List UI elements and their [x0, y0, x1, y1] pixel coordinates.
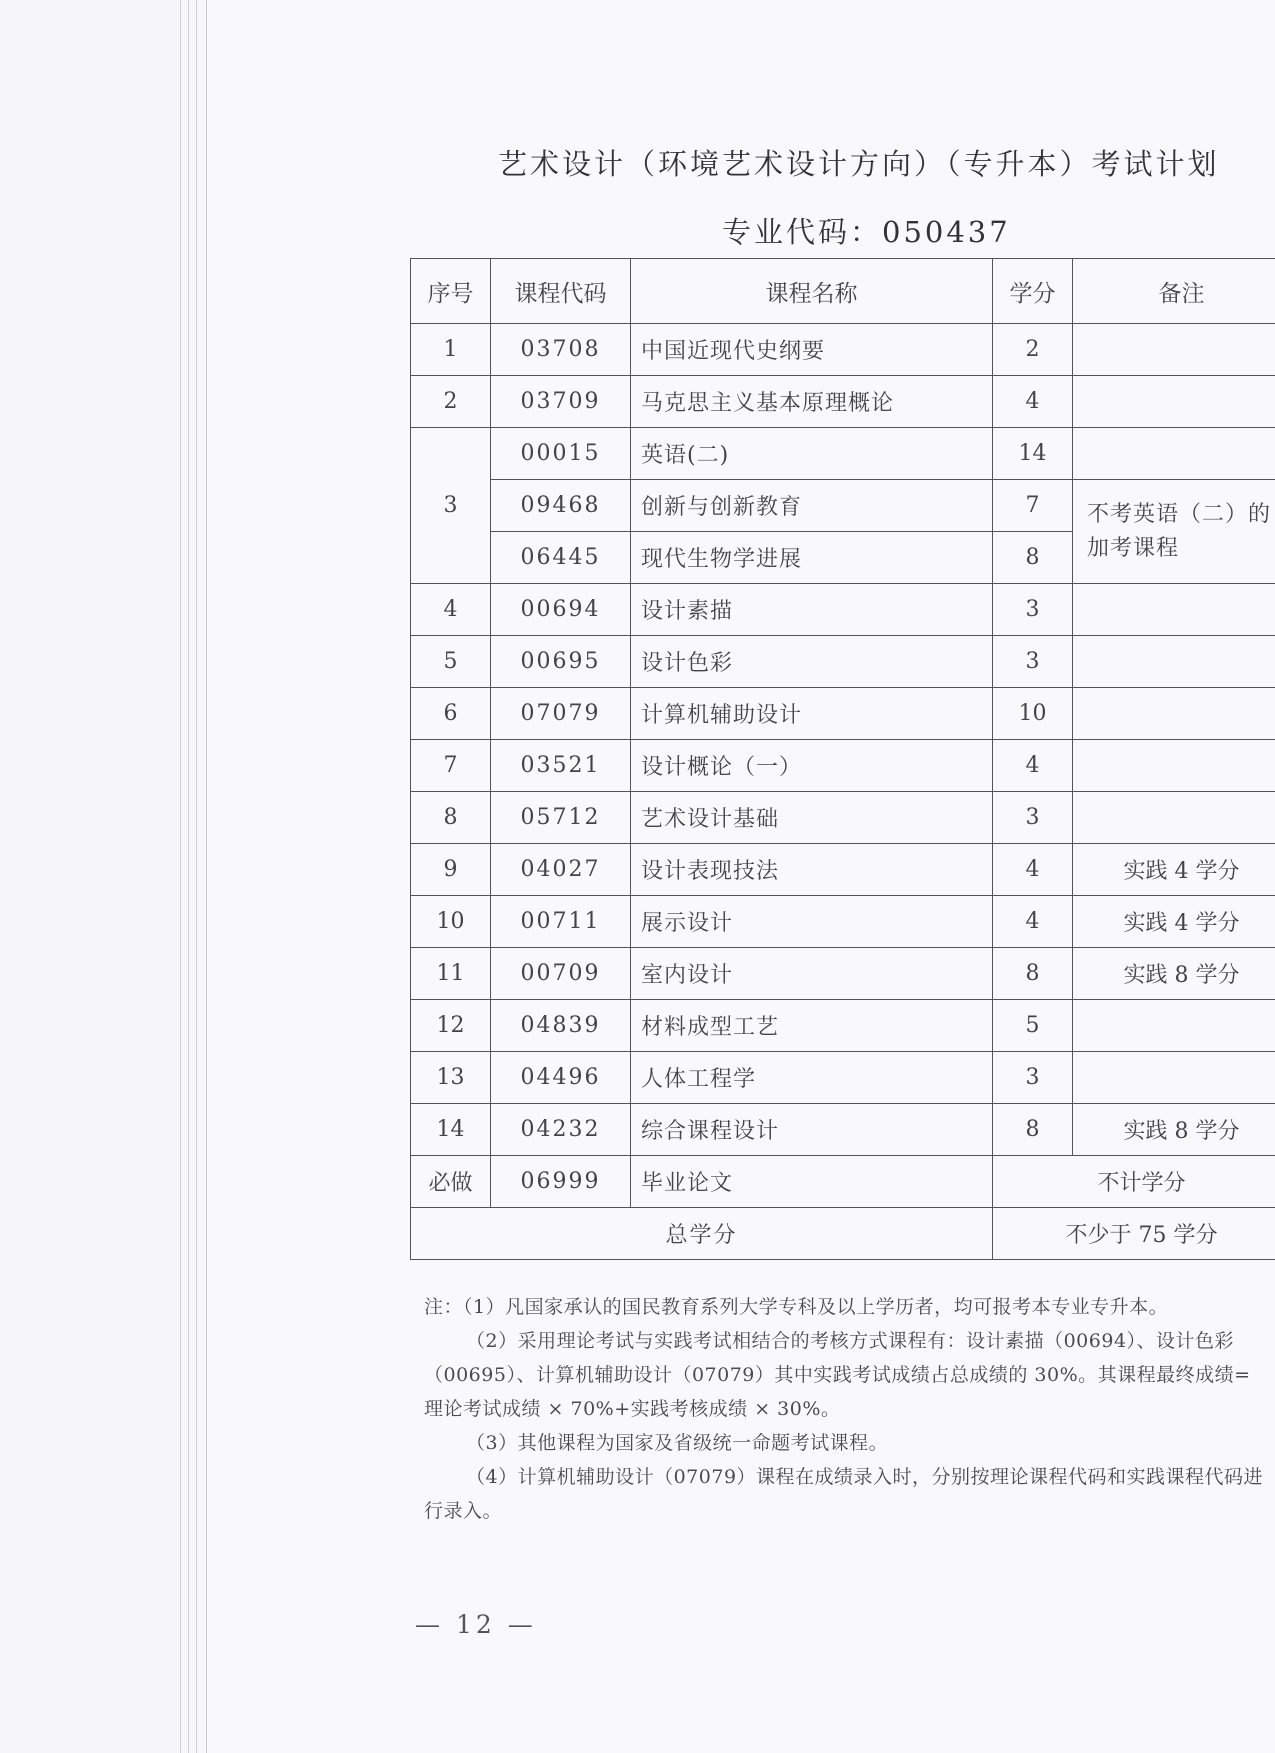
- total-credits-label: 总学分: [411, 1208, 993, 1260]
- course-name: 综合课程设计: [631, 1104, 993, 1156]
- row-no: 9: [411, 844, 491, 896]
- row-no: 1: [411, 324, 491, 376]
- course-note: 实践 4 学分: [1073, 896, 1275, 948]
- course-credits: 3: [993, 792, 1073, 844]
- course-name: 设计色彩: [631, 636, 993, 688]
- course-name: 室内设计: [631, 948, 993, 1000]
- course-credits: 7: [993, 480, 1073, 532]
- course-note: [1073, 376, 1275, 428]
- course-note: [1073, 792, 1275, 844]
- course-name: 设计表现技法: [631, 844, 993, 896]
- course-code: 04232: [491, 1104, 631, 1156]
- row-no: 2: [411, 376, 491, 428]
- course-credits: 4: [993, 376, 1073, 428]
- table-row: [411, 584, 1275, 636]
- course-name: 艺术设计基础: [631, 792, 993, 844]
- table-row: [411, 688, 1275, 740]
- course-credits: 5: [993, 1000, 1073, 1052]
- course-credits: 8: [993, 948, 1073, 1000]
- course-note: 实践 8 学分: [1073, 1104, 1275, 1156]
- page-number: — 12 —: [415, 1610, 537, 1639]
- course-code: 00709: [491, 948, 631, 1000]
- course-note: 不考英语（二）的加考课程: [1073, 480, 1275, 584]
- table-row: [411, 1000, 1275, 1052]
- header-note: 备注: [1073, 259, 1275, 324]
- table-row: [411, 376, 1275, 428]
- course-name: 中国近现代史纲要: [631, 324, 993, 376]
- course-code: 04027: [491, 844, 631, 896]
- course-name: 毕业论文: [631, 1156, 993, 1208]
- table-row: [411, 324, 1275, 376]
- row-no: 13: [411, 1052, 491, 1104]
- course-name: 现代生物学进展: [631, 532, 993, 584]
- course-credits: 8: [993, 532, 1073, 584]
- course-code: 00694: [491, 584, 631, 636]
- course-credits: 14: [993, 428, 1073, 480]
- course-credits: 8: [993, 1104, 1073, 1156]
- course-code: 00015: [491, 428, 631, 480]
- course-code: 03521: [491, 740, 631, 792]
- page-stack-edge-1: [180, 0, 181, 1753]
- thesis-row: [411, 1156, 1275, 1208]
- header-code: 课程代码: [491, 259, 631, 324]
- course-note: 实践 4 学分: [1073, 844, 1275, 896]
- exam-plan-table: [410, 258, 1275, 1260]
- row-no: 必做: [411, 1156, 491, 1208]
- course-code: 04839: [491, 1000, 631, 1052]
- table-row: [411, 1052, 1275, 1104]
- table-row: [411, 792, 1275, 844]
- course-note: [1073, 1000, 1275, 1052]
- table-row: [411, 636, 1275, 688]
- course-name: 展示设计: [631, 896, 993, 948]
- course-name: 创新与创新教育: [631, 480, 993, 532]
- row-no: 11: [411, 948, 491, 1000]
- course-credits: 3: [993, 1052, 1073, 1104]
- table-row: [411, 948, 1275, 1000]
- course-code: 05712: [491, 792, 631, 844]
- course-credits: 3: [993, 584, 1073, 636]
- course-name: 设计素描: [631, 584, 993, 636]
- course-credits: 3: [993, 636, 1073, 688]
- table-row: [411, 896, 1275, 948]
- total-row: [411, 1208, 1275, 1260]
- row-no: 3: [411, 428, 491, 584]
- header-no: 序号: [411, 259, 491, 324]
- course-code: 04496: [491, 1052, 631, 1104]
- row-no: 8: [411, 792, 491, 844]
- course-name: 设计概论（一）: [631, 740, 993, 792]
- course-note: [1073, 740, 1275, 792]
- course-credits: 4: [993, 844, 1073, 896]
- course-name: 马克思主义基本原理概论: [631, 376, 993, 428]
- course-note: [1073, 584, 1275, 636]
- row-no: 12: [411, 1000, 491, 1052]
- note-4: （4）计算机辅助设计（07079）课程在成绩录入时，分别按理论课程代码和实践课程代码进行录入。: [424, 1466, 1264, 1522]
- course-credits: 10: [993, 688, 1073, 740]
- table-header-row: [411, 259, 1275, 324]
- total-credits-value: 不少于 75 学分: [993, 1208, 1275, 1260]
- course-note: [1073, 324, 1275, 376]
- course-code: 03708: [491, 324, 631, 376]
- row-no: 14: [411, 1104, 491, 1156]
- header-credits: 学分: [993, 259, 1073, 324]
- course-name: 人体工程学: [631, 1052, 993, 1104]
- page-stack-edge-2: [188, 0, 189, 1753]
- row-no: 5: [411, 636, 491, 688]
- table-row: [411, 740, 1275, 792]
- course-name: 材料成型工艺: [631, 1000, 993, 1052]
- course-name: 英语(二): [631, 428, 993, 480]
- row-no: 6: [411, 688, 491, 740]
- notes-section: [424, 1290, 1274, 1528]
- course-code: 00695: [491, 636, 631, 688]
- page-stack-edge-3: [196, 0, 197, 1753]
- header-name: 课程名称: [631, 259, 993, 324]
- row-no: 4: [411, 584, 491, 636]
- course-credits: 4: [993, 896, 1073, 948]
- course-note: [1073, 1052, 1275, 1104]
- note-1: 注：（1）凡国家承认的国民教育系列大学专科及以上学历者，均可报考本专业专升本。: [424, 1296, 1169, 1318]
- table-row: [411, 1104, 1275, 1156]
- course-name: 计算机辅助设计: [631, 688, 993, 740]
- course-code: 06999: [491, 1156, 631, 1208]
- table-row: [411, 428, 1275, 480]
- note-2: （2）采用理论考试与实践考试相结合的考核方式课程有：设计素描（00694）、设计色彩（00695）、计算机辅助设计（07079）其中实践考试成绩占总成绩的 30%。其课程最终成绩= 理论考试成绩 × 70%+实践考核成绩 × 30%。: [424, 1330, 1251, 1420]
- course-credits: 2: [993, 324, 1073, 376]
- course-code: 03709: [491, 376, 631, 428]
- course-note: [1073, 688, 1275, 740]
- course-code: 07079: [491, 688, 631, 740]
- course-note: [1073, 636, 1275, 688]
- course-note: 实践 8 学分: [1073, 948, 1275, 1000]
- table-row: [411, 480, 1275, 532]
- row-no: 10: [411, 896, 491, 948]
- course-note: [1073, 428, 1275, 480]
- row-no: 7: [411, 740, 491, 792]
- course-code: 09468: [491, 480, 631, 532]
- note-3: （3）其他课程为国家及省级统一命题考试课程。: [466, 1432, 889, 1454]
- course-credits: 4: [993, 740, 1073, 792]
- thesis-credit-note: 不计学分: [993, 1156, 1275, 1208]
- document-title: 艺术设计（环境艺术设计方向）（专升本）考试计划: [498, 147, 1220, 181]
- course-code: 00711: [491, 896, 631, 948]
- table-row: [411, 844, 1275, 896]
- major-code: 专业代码：050437: [722, 215, 1011, 249]
- course-code: 06445: [491, 532, 631, 584]
